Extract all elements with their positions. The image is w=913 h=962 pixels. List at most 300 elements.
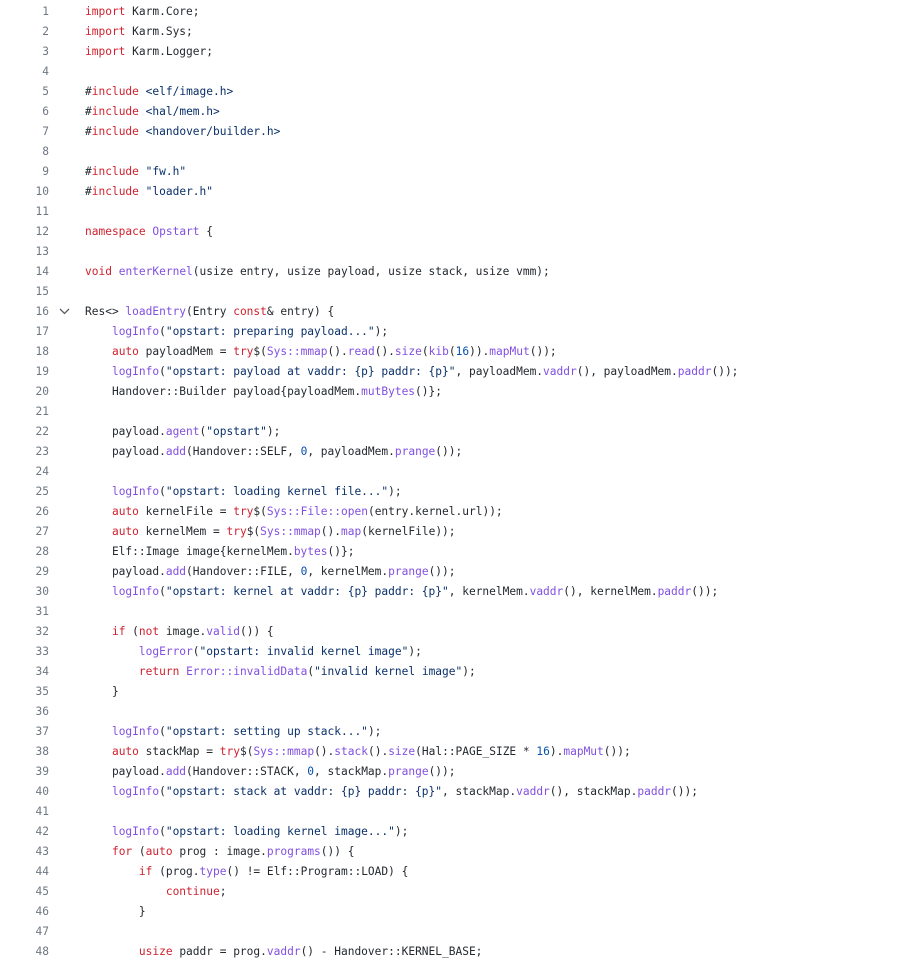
code-line[interactable] (0, 462, 913, 482)
code-token (85, 325, 112, 338)
code-token: (). (314, 745, 335, 758)
code-token (139, 165, 146, 178)
line-number: 38 (35, 745, 49, 758)
code-token: try (233, 505, 254, 518)
line-number: 23 (35, 445, 49, 458)
line-number: 8 (42, 145, 49, 158)
line-number: 14 (35, 265, 49, 278)
code-line[interactable] (0, 742, 913, 762)
code-line[interactable] (0, 562, 913, 582)
line-number: 18 (35, 345, 49, 358)
line-number: 1 (42, 5, 49, 18)
code-token: ); (367, 725, 382, 738)
code-line[interactable] (0, 402, 913, 422)
code-token: ()); (435, 445, 463, 458)
line-number: 16 (35, 305, 49, 318)
code-token: prange (388, 565, 429, 578)
code-line[interactable] (0, 42, 913, 62)
code-token: const (233, 305, 267, 318)
code-token: import (85, 5, 126, 18)
code-token: (Handover::FILE, (186, 565, 301, 578)
code-token: payload. (85, 565, 166, 578)
code-token: (). (367, 745, 389, 758)
code-token (139, 105, 146, 118)
code-token (85, 945, 139, 958)
code-token: ( (199, 425, 207, 438)
code-token: void (85, 265, 112, 278)
code-token: "opstart: preparing payload..." (165, 325, 375, 338)
code-line[interactable] (0, 222, 913, 242)
line-number: 47 (35, 925, 49, 938)
code-token: ( (421, 345, 429, 358)
code-token: include (91, 185, 139, 198)
code-line[interactable] (0, 702, 913, 722)
code-token: paddr (657, 585, 692, 598)
code-text (85, 442, 462, 462)
code-token: vaddr (516, 785, 550, 798)
line-number: 24 (35, 465, 49, 478)
code-token: (), stackMap. (549, 785, 638, 798)
code-token: ); (394, 825, 409, 838)
code-token: stack (334, 745, 368, 758)
code-token: include (91, 165, 139, 178)
code-token: <elf/image.h> (145, 85, 234, 98)
code-token: loadEntry (125, 305, 187, 318)
code-token: Handover::Builder payload{payloadMem. (85, 385, 362, 398)
code-token (85, 525, 112, 538)
code-text (85, 742, 631, 762)
code-token: for (111, 845, 133, 858)
code-token: & entry) { (266, 305, 335, 318)
line-number: 48 (35, 945, 49, 958)
code-token: 0 (300, 565, 308, 578)
code-line[interactable] (0, 942, 913, 962)
code-token: Error::invalidData (186, 665, 308, 678)
code-line[interactable] (0, 282, 913, 302)
code-token: ()}; (327, 545, 355, 558)
code-token: "loader.h" (145, 185, 214, 198)
code-line[interactable] (0, 602, 913, 622)
line-number: 15 (35, 285, 49, 298)
code-line[interactable] (0, 182, 913, 202)
code-token: payload. (85, 445, 166, 458)
code-line[interactable] (0, 642, 913, 662)
code-token: $( (253, 505, 267, 518)
code-line[interactable] (0, 922, 913, 942)
code-text (85, 82, 233, 102)
code-token: Elf::Image image{kernelMem. (85, 545, 294, 558)
code-token: (Handover::SELF, (186, 445, 301, 458)
code-line[interactable] (0, 62, 913, 82)
code-token: (Entry (186, 305, 234, 318)
code-text (85, 902, 146, 922)
line-number: 28 (35, 545, 49, 558)
code-text (85, 542, 354, 562)
code-token: { (199, 225, 214, 238)
code-text (85, 642, 422, 662)
code-token: mapMut (489, 345, 530, 358)
code-line[interactable] (0, 2, 913, 22)
code-token: (), payloadMem. (576, 365, 678, 378)
line-number: 11 (35, 205, 49, 218)
code-token: logInfo (111, 585, 160, 598)
code-token: add (165, 445, 187, 458)
code-token: ( (125, 625, 139, 638)
line-number: 33 (35, 645, 49, 658)
code-token: ( (132, 845, 146, 858)
code-token: include (91, 105, 139, 118)
code-token: "opstart: invalid kernel image" (199, 645, 409, 658)
line-number: 30 (35, 585, 49, 598)
code-text (85, 942, 482, 962)
code-token: include (91, 85, 139, 98)
code-text (85, 362, 738, 382)
code-token: Opstart (152, 225, 200, 238)
code-line[interactable] (0, 862, 913, 882)
code-token: Karm.Core; (125, 5, 200, 18)
code-line[interactable] (0, 142, 913, 162)
code-token: } (85, 685, 119, 698)
code-line[interactable] (0, 662, 913, 682)
code-token: kernelFile = (138, 505, 234, 518)
line-number: 5 (42, 85, 49, 98)
code-token (85, 785, 112, 798)
code-token: <handover/builder.h> (145, 125, 281, 138)
code-token: (). (320, 525, 342, 538)
code-line[interactable] (0, 162, 913, 182)
code-line[interactable] (0, 882, 913, 902)
code-token: try (233, 345, 254, 358)
code-token: include (91, 125, 139, 138)
code-token: , kernelMem. (307, 565, 389, 578)
code-token: ( (159, 825, 166, 838)
code-token: map (341, 525, 362, 538)
code-token: logInfo (111, 825, 160, 838)
code-token: ( (159, 485, 166, 498)
code-token: ()) { (320, 845, 355, 858)
code-line[interactable] (0, 762, 913, 782)
code-token: (usize entry, usize payload, usize stack, usize vmm); (192, 265, 550, 278)
code-line[interactable] (0, 902, 913, 922)
code-token: ()); (671, 785, 698, 798)
code-token: ); (462, 665, 476, 678)
code-token: try (226, 525, 247, 538)
code-token: Sys::mmap (253, 745, 315, 758)
code-token: vaddr (529, 585, 564, 598)
line-number: 17 (35, 325, 49, 338)
code-token: payloadMem = (138, 345, 234, 358)
code-token: 0 (307, 765, 315, 778)
code-token: ( (159, 585, 166, 598)
code-text (85, 682, 119, 702)
code-token: 16 (455, 345, 470, 358)
code-line[interactable] (0, 442, 913, 462)
code-token: (). (374, 345, 395, 358)
code-line[interactable] (0, 82, 913, 102)
code-token: logInfo (111, 725, 160, 738)
code-token (85, 825, 112, 838)
code-line[interactable] (0, 422, 913, 442)
line-number: 36 (35, 705, 49, 718)
code-token (85, 865, 139, 878)
code-token: return (138, 665, 180, 678)
code-token: logInfo (111, 485, 160, 498)
code-line[interactable] (0, 242, 913, 262)
line-number: 40 (35, 785, 49, 798)
code-token: "invalid kernel image" (314, 665, 463, 678)
code-token: logInfo (111, 785, 160, 798)
code-text (85, 662, 476, 682)
code-token: (Hal::PAGE_SIZE * (415, 745, 537, 758)
code-token: auto (111, 505, 139, 518)
code-token: ); (388, 485, 402, 498)
code-token (85, 485, 112, 498)
code-text (85, 182, 213, 202)
code-token: "opstart: setting up stack..." (165, 725, 368, 738)
code-line[interactable] (0, 682, 913, 702)
code-token: paddr = prog. (172, 945, 267, 958)
code-token: "opstart: loading kernel file..." (165, 485, 389, 498)
code-token: size (394, 345, 422, 358)
code-token: kib (428, 345, 449, 358)
code-token (85, 665, 139, 678)
code-token (139, 125, 146, 138)
code-line[interactable] (0, 822, 913, 842)
code-line[interactable] (0, 542, 913, 562)
line-number: 20 (35, 385, 49, 398)
code-text (85, 842, 354, 862)
code-token: logInfo (111, 365, 160, 378)
code-token: mutBytes (361, 385, 416, 398)
code-token (85, 745, 112, 758)
code-token (85, 845, 112, 858)
code-line[interactable] (0, 622, 913, 642)
code-text (85, 482, 402, 502)
code-text (85, 2, 200, 22)
code-token: ()); (603, 745, 631, 758)
code-token: ). (549, 745, 564, 758)
code-text (85, 822, 408, 842)
code-line[interactable] (0, 342, 913, 362)
line-number: 3 (42, 45, 49, 58)
code-token (85, 725, 112, 738)
code-token: ); (408, 645, 422, 658)
code-token: enterKernel (118, 265, 193, 278)
line-number: 39 (35, 765, 49, 778)
code-token: () != Elf::Program::LOAD) { (226, 865, 409, 878)
code-text (85, 302, 334, 322)
code-line[interactable] (0, 842, 913, 862)
code-text (85, 122, 280, 142)
code-token: ; (219, 885, 227, 898)
code-line[interactable] (0, 262, 913, 282)
line-number: 7 (42, 125, 49, 138)
code-token: ( (307, 665, 315, 678)
code-line[interactable] (0, 382, 913, 402)
code-text (85, 622, 274, 642)
code-token (85, 345, 112, 358)
code-token: (entry.kernel.url)); (367, 505, 503, 518)
line-number: 46 (35, 905, 49, 918)
line-number: 4 (42, 65, 49, 78)
code-text (85, 562, 456, 582)
code-token: 0 (300, 445, 308, 458)
code-token: size (388, 745, 416, 758)
code-token: () - Handover::KERNEL_BASE; (300, 945, 483, 958)
code-line[interactable] (0, 22, 913, 42)
code-text (85, 762, 456, 782)
code-editor[interactable] (0, 2, 913, 962)
code-token: "opstart: kernel at vaddr: {p} paddr: {p}" (165, 585, 449, 598)
code-token: Karm.Sys; (125, 25, 193, 38)
code-line[interactable] (0, 582, 913, 602)
code-line[interactable] (0, 782, 913, 802)
code-token: paddr (637, 785, 672, 798)
code-token: add (165, 765, 187, 778)
code-token: kernelMem = (138, 525, 227, 538)
code-token: "opstart: stack at vaddr: {p} paddr: {p}" (165, 785, 443, 798)
line-number: 27 (35, 525, 49, 538)
code-token: import (85, 25, 126, 38)
code-text (85, 222, 213, 242)
code-line[interactable] (0, 322, 913, 342)
code-token: (), kernelMem. (563, 585, 658, 598)
code-token: )). (469, 345, 490, 358)
code-token: try (219, 745, 240, 758)
code-line[interactable] (0, 502, 913, 522)
code-token: "fw.h" (145, 165, 187, 178)
code-token: prog : image. (172, 845, 267, 858)
code-token: not (138, 625, 160, 638)
code-text (85, 862, 408, 882)
code-token: stackMap = (138, 745, 220, 758)
code-token: # (85, 125, 92, 138)
code-token: ( (159, 725, 166, 738)
code-token: type (199, 865, 227, 878)
code-token: payload. (85, 425, 166, 438)
line-number: 19 (35, 365, 49, 378)
line-number: 26 (35, 505, 49, 518)
code-line[interactable] (0, 482, 913, 502)
code-token: $( (239, 745, 254, 758)
code-token: if (138, 865, 153, 878)
code-token: ()) { (239, 625, 274, 638)
code-token: # (85, 165, 92, 178)
code-token (85, 505, 112, 518)
code-token (85, 585, 112, 598)
code-token: # (85, 185, 92, 198)
code-token: # (85, 105, 92, 118)
code-token: "opstart" (206, 425, 267, 438)
code-line[interactable] (0, 362, 913, 382)
code-text (85, 322, 388, 342)
code-text (85, 782, 698, 802)
code-text (85, 102, 220, 122)
code-token: ); (266, 425, 281, 438)
line-number: 34 (35, 665, 49, 678)
code-token: } (85, 905, 146, 918)
code-token: (Handover::STACK, (186, 765, 308, 778)
line-number: 21 (35, 405, 49, 418)
code-token: prange (388, 765, 429, 778)
line-number: 25 (35, 485, 49, 498)
code-token: agent (165, 425, 200, 438)
code-token: ()); (529, 345, 557, 358)
code-token: Sys::mmap (266, 345, 328, 358)
code-token: , stackMap. (314, 765, 389, 778)
code-token: vaddr (266, 945, 301, 958)
code-token: , kernelMem. (448, 585, 530, 598)
code-token: ( (159, 325, 166, 338)
code-text (85, 582, 718, 602)
code-token: ( (192, 645, 200, 658)
code-token: ()); (428, 565, 456, 578)
code-token: mapMut (563, 745, 604, 758)
code-token: ( (448, 345, 456, 358)
code-token: auto (111, 525, 139, 538)
code-token: usize (138, 945, 173, 958)
fold-chevron-down-icon[interactable] (58, 302, 72, 322)
code-token: , payloadMem. (455, 365, 544, 378)
code-token: # (85, 85, 92, 98)
line-number: 13 (35, 245, 49, 258)
code-text (85, 422, 280, 442)
code-token: payload. (85, 765, 166, 778)
code-text (85, 42, 213, 62)
code-token: ); (374, 325, 389, 338)
code-token: $( (246, 525, 261, 538)
code-token: logError (138, 645, 193, 658)
code-line[interactable] (0, 302, 913, 322)
line-number: 10 (35, 185, 49, 198)
line-number: 22 (35, 425, 49, 438)
code-token: auto (145, 845, 173, 858)
code-token: prange (394, 445, 436, 458)
code-line[interactable] (0, 522, 913, 542)
code-text (85, 882, 226, 902)
code-token (85, 645, 139, 658)
code-line[interactable] (0, 102, 913, 122)
line-number: 2 (42, 25, 49, 38)
code-token: <hal/mem.h> (145, 105, 220, 118)
code-text (85, 262, 550, 282)
code-token: ()); (711, 365, 739, 378)
code-token: 16 (536, 745, 550, 758)
code-token: image. (159, 625, 207, 638)
code-token (139, 85, 146, 98)
line-number: 31 (35, 605, 49, 618)
code-line[interactable] (0, 122, 913, 142)
code-token: import (85, 45, 126, 58)
code-token: (). (327, 345, 348, 358)
code-text (85, 382, 442, 402)
code-token: namespace (85, 225, 146, 238)
code-line[interactable] (0, 202, 913, 222)
code-token: logInfo (111, 325, 160, 338)
line-number: 6 (42, 105, 49, 118)
code-token (139, 185, 146, 198)
code-token: add (165, 565, 187, 578)
code-token: ()); (691, 585, 719, 598)
code-text (85, 502, 503, 522)
code-line[interactable] (0, 802, 913, 822)
line-number: 41 (35, 805, 49, 818)
code-token: read (347, 345, 375, 358)
code-token: Res<> (85, 305, 126, 318)
line-number: 9 (42, 165, 49, 178)
code-token: programs (266, 845, 321, 858)
code-line[interactable] (0, 722, 913, 742)
